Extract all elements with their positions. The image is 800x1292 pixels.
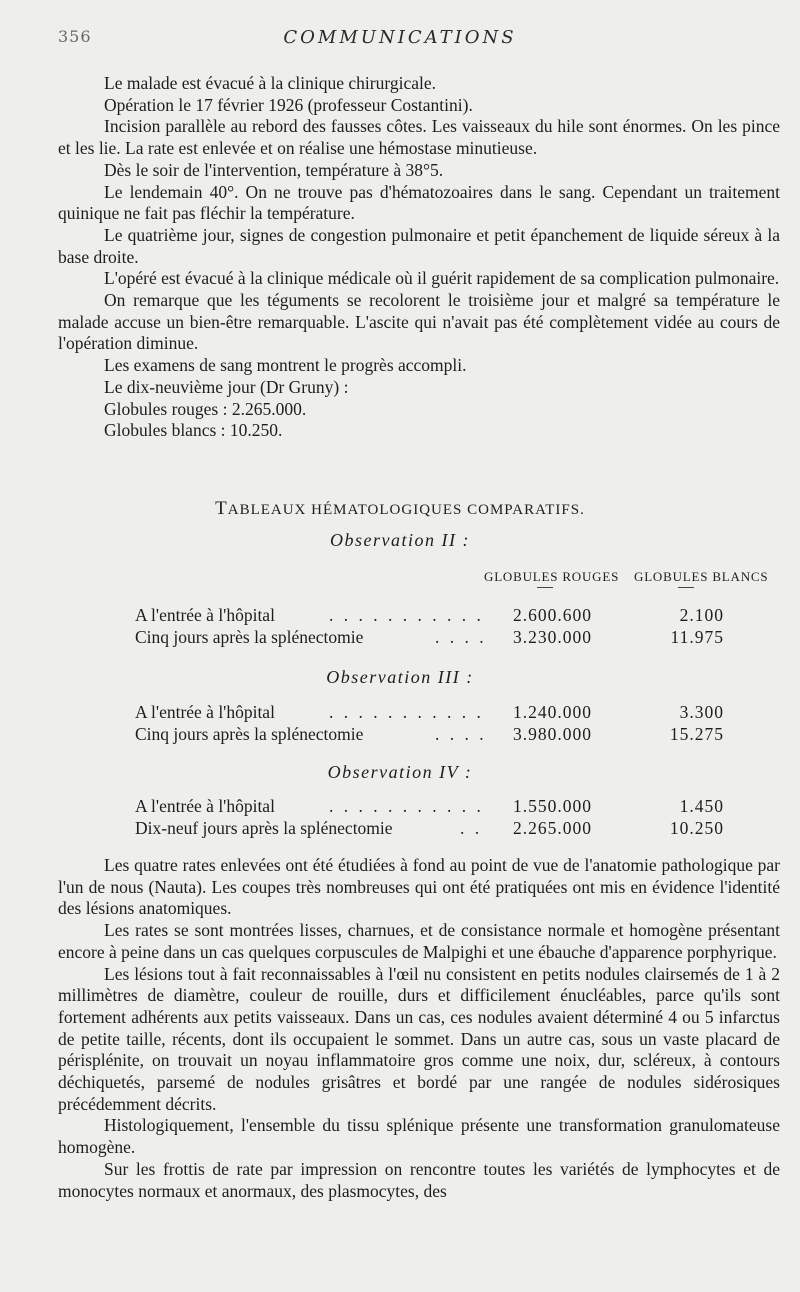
page-header [0,27,800,53]
column-header-rouges: GLOBULES ROUGES [484,569,620,584]
body-text-bottom [58,855,780,1202]
table-caption-initial: T [215,498,228,519]
leader-dots: . . . . . . . . . . . [329,605,484,625]
globules-rouges-value: 2.600.600 [513,605,592,625]
paragraph: Globules rouges : 2.265.000. [104,398,307,419]
leader-dots: . . . . [435,627,487,647]
globules-blancs-value: 3.300 [679,702,724,722]
paragraph: Le dix-neuvième jour (Dr Gruny) : [104,376,349,397]
row-label: Cinq jours après la splénectomie [135,724,364,744]
globules-blancs-value: 11.975 [670,627,724,647]
paragraph: Le malade est évacué à la clinique chirurgicale. [104,73,437,93]
globules-rouges-value: 1.240.000 [513,702,592,722]
row-label: A l'entrée à l'hôpital [135,702,275,722]
page-number: 356 [58,27,92,46]
row-label: Dix-neuf jours après la splénectomie [135,818,393,838]
row-label: A l'entrée à l'hôpital [135,605,275,625]
paragraph: Opération le 17 février 1926 (professeur Costantini). [104,94,473,115]
running-title: COMMUNICATIONS [283,27,517,48]
column-rule [678,587,694,588]
table-row [0,627,800,649]
table-row [0,724,800,746]
globules-rouges-value: 3.230.000 [513,627,592,647]
leader-dots: . . . . . . . . . . . [329,702,484,722]
column-header-blancs: GLOBULES BLANCS [634,569,769,584]
paragraph: Dès le soir de l'intervention, température à 38°5. [104,159,444,180]
paragraph: Le quatrième jour, signes de congestion pulmonaire et petit épanchement de liquide séreux à la base droite. [58,224,780,267]
paragraph: Histologiquement, l'ensemble du tissu splénique présente une transformation granulomateuse homogène. [58,1115,780,1158]
globules-blancs-value: 2.100 [679,605,724,625]
leader-dots: . . . . . . . . . . . [329,796,484,816]
paragraph: Le lendemain 40°. On ne trouve pas d'hématozoaires dans le sang. Cependant un traitement quinique ne fait pas fléchir la température. [58,181,780,224]
table-row [0,702,800,724]
globules-rouges-value: 3.980.000 [513,724,592,744]
globules-blancs-value: 1.450 [679,796,724,816]
observation-title: Observation IV : [327,762,473,782]
table-row [0,605,800,627]
table-caption [0,498,800,520]
body-text-top [58,73,780,442]
table-caption-text: ABLEAUX HÉMATOLOGIQUES COMPARATIFS. [227,502,585,518]
paragraph: Les examens de sang montrent le progrès accompli. [104,355,467,376]
row-label: Cinq jours après la splénectomie [135,627,364,647]
paragraph: Sur les frottis de rate par impression on rencontre toutes les variétés de lymphocytes et de monocytes normaux et anormaux, des plasmocytes, des [58,1158,780,1201]
observation-title: Observation III : [326,667,474,687]
row-label: A l'entrée à l'hôpital [135,796,275,816]
table-row [0,818,800,840]
leader-dots: . . . . [435,724,487,744]
paragraph: Globules blancs : 10.250. [104,420,283,441]
paragraph: Les quatre rates enlevées ont été étudiées à fond au point de vue de l'anatomie pathologique par l'un de nous (Nauta). Les coupes très nombreuses qui ont été pratiquées ont mis en évidence l'identité des lésions anatomiques. [58,855,780,919]
paragraph: On remarque que les téguments se recolorent le troisième jour et malgré sa température le malade accuse un bien-être remarquable. L'ascite qui n'avait pas été complètement vidée au cours de l'opération diminue. [58,290,780,354]
globules-rouges-value: 1.550.000 [513,796,592,816]
globules-rouges-value: 2.265.000 [513,818,592,838]
leader-dots: . . [460,818,483,838]
table-row [0,796,800,818]
paragraph: Incision parallèle au rebord des fausses côtes. Les vaisseaux du hile sont énormes. On les pince et les lie. La rate est enlevée et on réalise une hémostase minutieuse. [58,116,780,159]
globules-blancs-value: 15.275 [669,724,724,744]
paragraph: Les rates se sont montrées lisses, charnues, et de consistance normale et homogène présentant encore à peine dans un cas quelques corpuscules de Malpighi et une ébauche d'apparence porphyrique. [58,920,780,962]
paragraph: Les lésions tout à fait reconnaissables à l'œil nu consistent en petits nodules clairsemés de 1 à 2 millimètres de diamètre, couleur de rouille, durs et difficilement énucléables, parce qu'ils sont fortement adhérents aux petits vaisseaux. Dans un cas, ces nodules avaient déterminé 4 ou 5 infarctus de petite taille, récents, dont ils occupaient le sommet. Dans un autre cas, sous un vaste placard de périsplénite, on trouvait un noyau inflammatoire gros comme une noix, dur, scléreux, à contours déchiquetés, parsemé de nodules grisâtres et bordé par une rangée de nodules sidérosiques précédemment décrits. [58,963,780,1114]
globules-blancs-value: 10.250 [669,818,724,838]
observation-title: Observation II : [330,530,470,550]
column-rule [537,587,553,588]
paragraph: L'opéré est évacué à la clinique médicale où il guérit rapidement de sa complication pulmonaire. [104,268,780,289]
